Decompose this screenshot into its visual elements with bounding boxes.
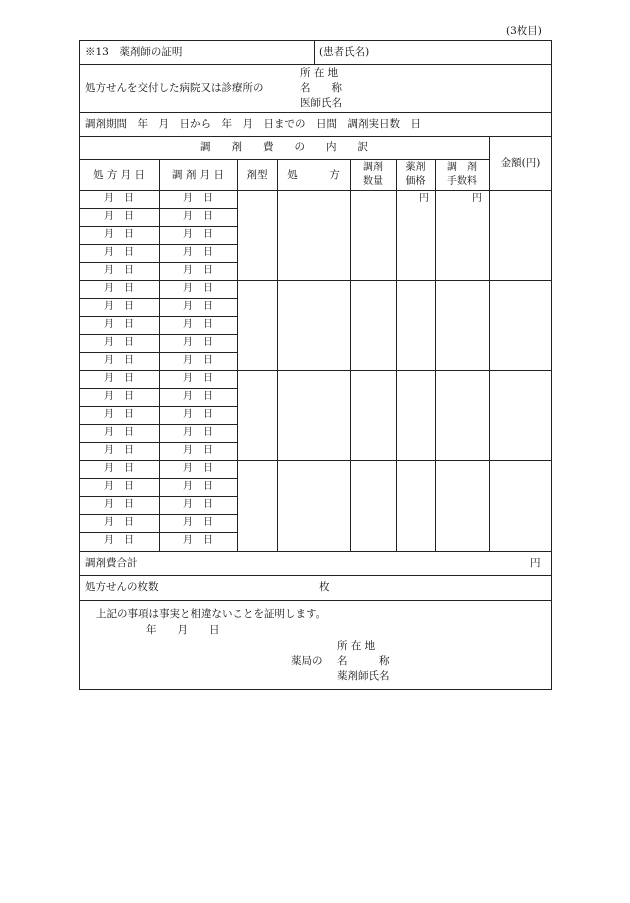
- dispensing-date-cell: 月 日: [183, 193, 213, 204]
- prescription-date-cell: 月 日: [104, 517, 134, 528]
- row-line: [79, 298, 237, 299]
- fee-yen-unit: 円: [472, 193, 482, 204]
- row-line: [79, 244, 237, 245]
- col-prescription-date: 処 方 月 日: [92, 169, 145, 181]
- pharmacist-name-label: 薬剤師氏名: [337, 670, 390, 682]
- col-dispensing-date: 調 剤 月 日: [171, 169, 224, 181]
- divider: [79, 575, 552, 576]
- dispensing-date-cell: 月 日: [183, 301, 213, 312]
- row-line: [79, 424, 237, 425]
- row-line: [79, 352, 237, 353]
- row-line: [79, 406, 237, 407]
- dispensing-date-cell: 月 日: [183, 283, 213, 294]
- hospital-address-label: 所 在 地: [300, 67, 339, 79]
- col-fee-line2: 手数料: [447, 176, 477, 187]
- sheets-label: 処方せんの枚数: [85, 581, 159, 593]
- dispensing-period: 調剤期間 年 月 日から 年 月 日までの 日間 調剤実日数 日: [85, 118, 421, 130]
- dispensing-date-cell: 月 日: [183, 409, 213, 420]
- row-line: [79, 478, 237, 479]
- col-price-line2: 価格: [405, 176, 426, 187]
- pharmacy-prefix: 薬局の: [291, 655, 323, 667]
- column-line: [435, 159, 436, 551]
- pharmacy-name-label: 名 称: [337, 655, 390, 667]
- prescription-date-cell: 月 日: [104, 463, 134, 474]
- dispensing-date-cell: 月 日: [183, 211, 213, 222]
- divider: [79, 600, 552, 601]
- row-line: [79, 262, 237, 263]
- row-line: [79, 496, 237, 497]
- prescription-date-cell: 月 日: [104, 535, 134, 546]
- amount-header: 金額(円): [500, 157, 541, 169]
- col-prescription: 処 方: [287, 169, 340, 181]
- prescription-date-cell: 月 日: [104, 265, 134, 276]
- prescription-date-cell: 月 日: [104, 427, 134, 438]
- row-line: [79, 334, 237, 335]
- total-label: 調剤費合計: [85, 557, 138, 569]
- price-yen-unit: 円: [419, 193, 429, 204]
- row-line: [79, 208, 237, 209]
- col-quantity-line1: 調剤: [363, 162, 383, 173]
- column-line: [489, 136, 490, 551]
- divider: [79, 64, 552, 65]
- dispensing-date-cell: 月 日: [183, 265, 213, 276]
- col-dosage-form: 剤型: [246, 169, 268, 181]
- row-line: [79, 460, 552, 461]
- doctor-name-label: 医師氏名: [300, 97, 342, 109]
- col-price-line1: 薬剤: [405, 162, 426, 173]
- column-line: [237, 159, 238, 551]
- prescription-date-cell: 月 日: [104, 445, 134, 456]
- row-line: [79, 388, 237, 389]
- prescription-date-cell: 月 日: [104, 337, 134, 348]
- dispensing-date-cell: 月 日: [183, 499, 213, 510]
- row-line: [79, 226, 237, 227]
- row-line: [79, 532, 237, 533]
- divider: [79, 136, 552, 137]
- total-unit: 円: [530, 557, 541, 569]
- prescription-date-cell: 月 日: [104, 247, 134, 258]
- prescription-date-cell: 月 日: [104, 193, 134, 204]
- section-title: ※13 薬剤師の証明: [85, 46, 183, 58]
- prescription-date-cell: 月 日: [104, 499, 134, 510]
- hospital-name-label: 名 称: [300, 82, 342, 94]
- prescription-date-cell: 月 日: [104, 283, 134, 294]
- dispensing-date-cell: 月 日: [183, 355, 213, 366]
- col-quantity-line2: 数量: [363, 176, 383, 187]
- certification-statement: 上記の事項は事実と相違ないことを証明します。: [96, 608, 327, 620]
- column-line: [350, 159, 351, 551]
- hospital-lead-text: 処方せんを交付した病院又は診療所の: [85, 82, 264, 94]
- column-line: [396, 159, 397, 551]
- page-number: (3枚目): [506, 25, 542, 37]
- table-header-divider: [79, 190, 552, 191]
- dispensing-date-cell: 月 日: [183, 391, 213, 402]
- prescription-date-cell: 月 日: [104, 481, 134, 492]
- dispensing-date-cell: 月 日: [183, 481, 213, 492]
- dispensing-date-cell: 月 日: [183, 229, 213, 240]
- divider: [79, 551, 552, 552]
- prescription-date-cell: 月 日: [104, 373, 134, 384]
- dispensing-date-cell: 月 日: [183, 517, 213, 528]
- table-title: 調 剤 費 の 内 訳: [200, 141, 368, 153]
- dispensing-date-cell: 月 日: [183, 445, 213, 456]
- row-line: [79, 280, 552, 281]
- prescription-date-cell: 月 日: [104, 355, 134, 366]
- col-fee-line1: 調 剤: [447, 162, 477, 173]
- prescription-date-cell: 月 日: [104, 301, 134, 312]
- dispensing-date-cell: 月 日: [183, 373, 213, 384]
- certification-date: 年 月 日: [146, 624, 220, 636]
- prescription-date-cell: 月 日: [104, 391, 134, 402]
- row-line: [79, 442, 237, 443]
- prescription-date-cell: 月 日: [104, 319, 134, 330]
- sheets-unit: 枚: [319, 581, 330, 593]
- header-divider: [314, 40, 315, 64]
- dispensing-date-cell: 月 日: [183, 427, 213, 438]
- dispensing-date-cell: 月 日: [183, 535, 213, 546]
- row-line: [79, 316, 237, 317]
- prescription-date-cell: 月 日: [104, 229, 134, 240]
- prescription-date-cell: 月 日: [104, 211, 134, 222]
- divider: [79, 112, 552, 113]
- patient-name-label: (患者氏名): [319, 46, 370, 58]
- column-line: [277, 159, 278, 551]
- dispensing-date-cell: 月 日: [183, 337, 213, 348]
- row-line: [79, 370, 552, 371]
- dispensing-date-cell: 月 日: [183, 463, 213, 474]
- dispensing-date-cell: 月 日: [183, 247, 213, 258]
- row-line: [79, 514, 237, 515]
- dispensing-date-cell: 月 日: [183, 319, 213, 330]
- prescription-date-cell: 月 日: [104, 409, 134, 420]
- pharmacy-address-label: 所 在 地: [337, 640, 376, 652]
- table-title-divider: [79, 159, 489, 160]
